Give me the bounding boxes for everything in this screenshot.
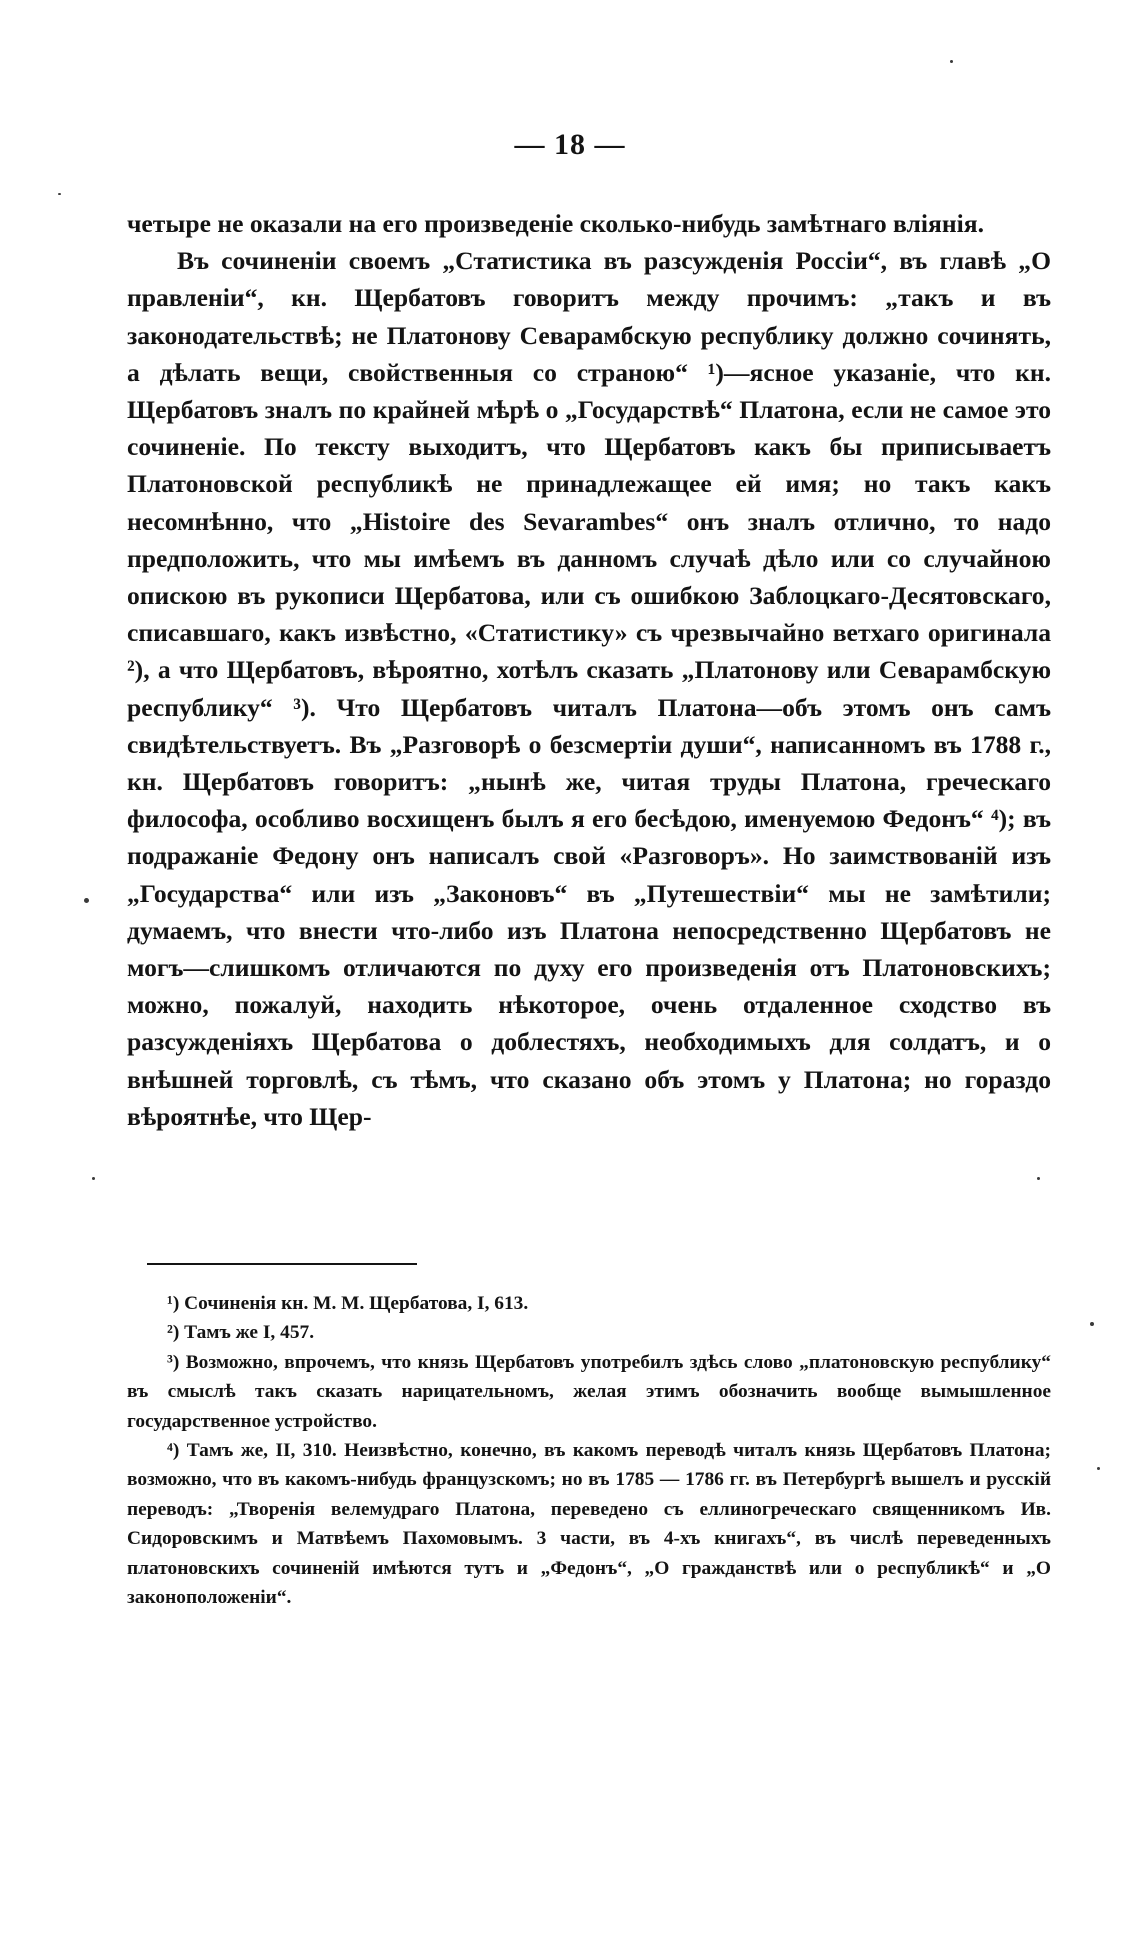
- footnote-separator: [147, 1263, 417, 1265]
- scan-speck: [950, 60, 953, 63]
- paragraph-shcherbatov-plato: Въ сочиненіи своемъ „Статистика въ разсужденія Россіи“, въ главѣ „О правленіи“, кн. Щербатовъ говоритъ между прочимъ: „такъ и въ законодательствѣ; не Платонову Севарамбскую республику должно сочинять, а дѣлать вещи, свойственныя со страною“ ¹)—ясное указаніе, что кн. Щербатовъ зналъ по крайней мѣрѣ о „Государствѣ“ Платона, если не самое это сочиненіе. По тексту выходитъ, что Щербатовъ какъ бы приписываетъ Платоновской республикѣ не принадлежащее ей имя; но такъ какъ несомнѣнно, что „Histoire des Sevarambes“ онъ зналъ отлично, то надо предположить, что мы имѣемъ въ данномъ случаѣ дѣло или со случайною опискою въ рукописи Щербатова, или съ ошибкою Заблоцкаго-Десятовскаго, списавшаго, какъ извѣстно, «Статистику» съ чрезвычайно ветхаго оригинала ²), а что Щербатовъ, вѣроятно, хотѣлъ сказать „Платонову или Севарамбскую республику“ ³). Что Щербатовъ читалъ Платона—объ этомъ онъ самъ свидѣтельствуетъ. Въ „Разговорѣ о безсмертіи души“, написанномъ въ 1788 г., кн. Щербатовъ говоритъ: „нынѣ же, читая труды Платона, греческаго философа, особливо восхищенъ былъ я его бесѣдою, именуемою Федонъ“ ⁴); въ подражаніе Федону онъ написалъ свой «Разговоръ». Но заимствованій изъ „Государства“ или изъ „Законовъ“ въ „Путешествіи“ мы не замѣтили; думаемъ, что внести что-либо изъ Платона непосредственно Щербатовъ не могъ—слишкомъ отличаются по духу его произведенія отъ Платоновскихъ; можно, пожалуй, находить нѣкоторое, очень отдаленное сходство въ разсужденіяхъ Щербатова о доблестяхъ, необходимыхъ для солдатъ, и о внѣшней торговлѣ, съ тѣмъ, что сказано объ этомъ у Платона; но гораздо вѣроятнѣе, что Щер-: [127, 246, 1051, 1131]
- paragraph-continuation: четыре не оказали на его произведеніе сколько-нибудь замѣтнаго вліянія.: [127, 209, 984, 238]
- scan-speck: [1090, 1322, 1094, 1326]
- footnote-3: ³) Возможно, впрочемъ, что князь Щербатовъ употребилъ здѣсь слово „платоновскую республику“ въ смыслѣ такъ сказать нарицательномъ, желая этимъ обозначить вообще вымышленное государственное устройство.: [127, 1351, 1051, 1432]
- scan-speck: [92, 1177, 95, 1180]
- page-number: — 18 —: [514, 128, 626, 161]
- footnote-1: ¹) Сочиненія кн. М. М. Щербатова, I, 613.: [167, 1293, 529, 1314]
- scan-speck: [1097, 1467, 1100, 1470]
- scan-speck: [84, 898, 89, 903]
- scan-speck: [1037, 1177, 1040, 1180]
- footnotes: [127, 1289, 1051, 1612]
- scan-speck: [58, 193, 61, 195]
- footnote-2: ²) Тамъ же I, 457.: [167, 1322, 315, 1344]
- main-text: [127, 205, 1051, 1135]
- footnote-4: ⁴) Тамъ же, II, 310. Неизвѣстно, конечно, въ какомъ переводѣ читалъ князь Щербатовъ Платона; возможно, что въ какомъ-нибудь французскомъ; но въ 1785 — 1786 гг. въ Петербургѣ вышелъ и русскій переводъ: „Творенія велемудраго Платона, переведено съ еллиногреческаго священникомъ Ив. Сидоровскимъ и Матвѣемъ Пахомовымъ. 3 части, въ 4-хъ книгахъ“, въ числѣ переведенныхъ платоновскихъ сочиненій имѣются тутъ и „Федонъ“, „О гражданствѣ или о республикѣ“ и „О законоположеніи“.: [127, 1440, 1051, 1609]
